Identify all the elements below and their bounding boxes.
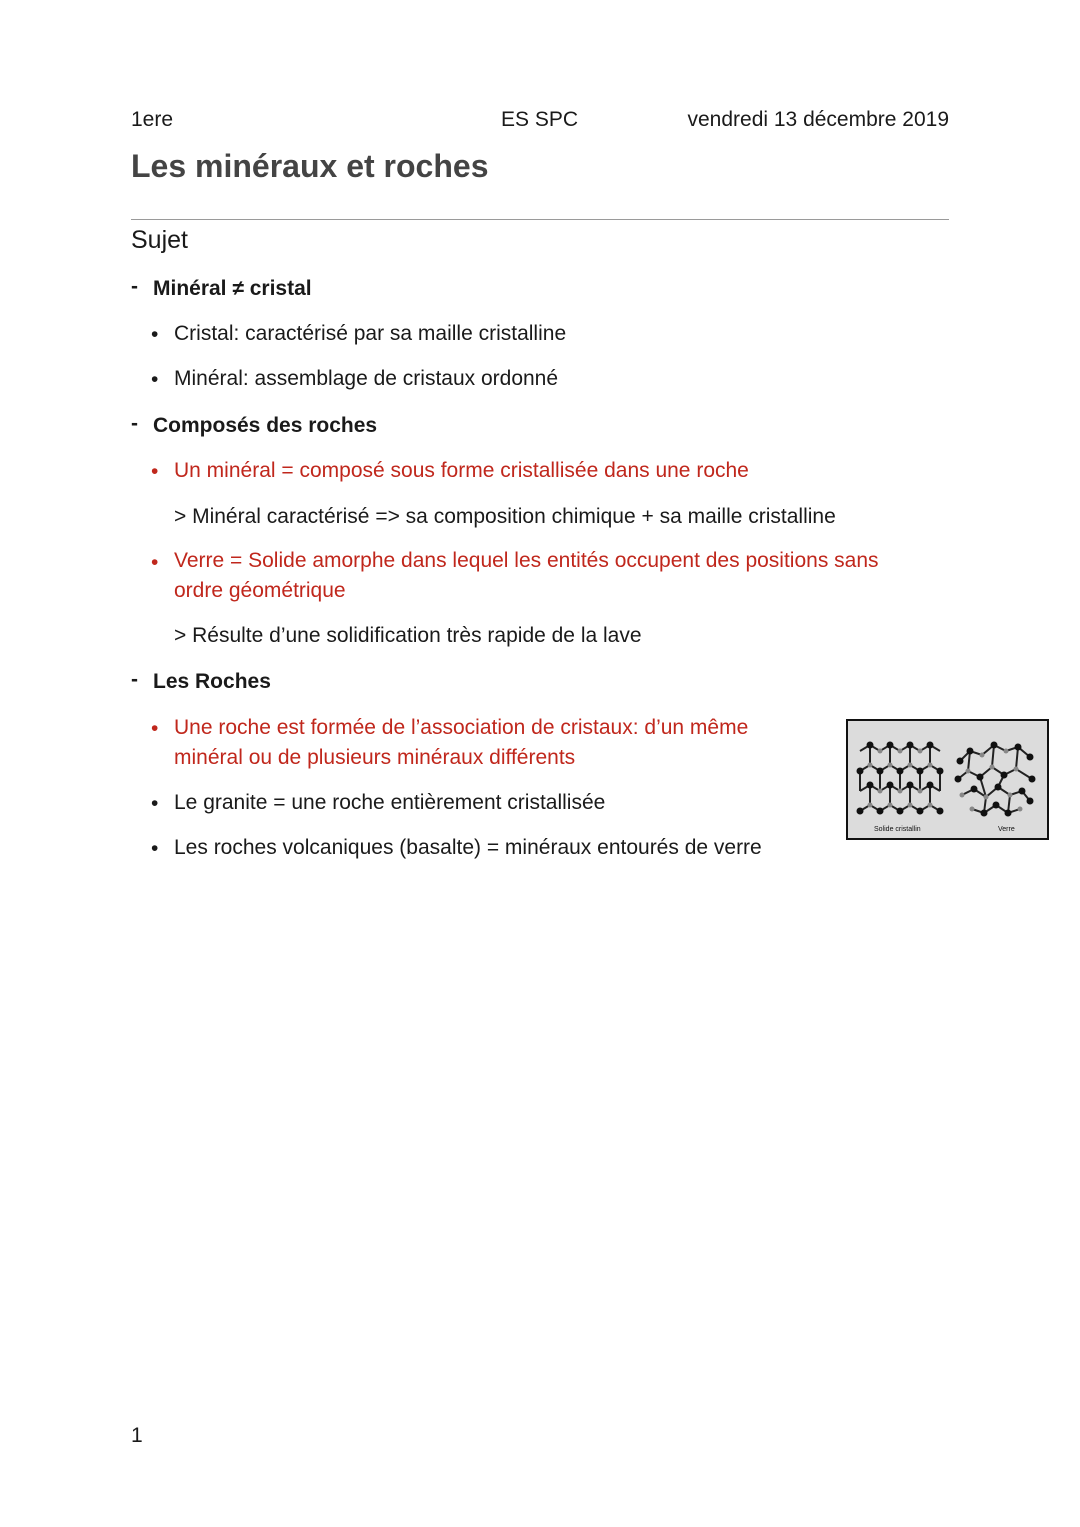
section-dash: - <box>131 275 138 298</box>
bullet: • <box>151 792 159 815</box>
section-dash: - <box>131 668 138 691</box>
list-item: Le granite = une roche entièrement cristallisée <box>174 791 606 814</box>
arrow-note: > Minéral caractérisé => sa composition chimique + sa maille cristalline <box>174 505 836 528</box>
bullet: • <box>151 837 159 860</box>
list-item-definition-line2: minéral ou de plusieurs minéraux différents <box>174 746 576 769</box>
list-item: Les roches volcaniques (basalte) = minéraux entourés de verre <box>174 836 762 859</box>
section-dash: - <box>131 412 138 435</box>
bullet: • <box>151 368 159 391</box>
section-title-mineral-cristal: Minéral ≠ cristal <box>153 277 312 300</box>
list-item-definition-line1: Une roche est formée de l’association de cristaux: d’un même <box>174 716 749 739</box>
figure-label-crystal: Solide cristallin <box>874 826 921 833</box>
page-number: 1 <box>131 1424 143 1447</box>
list-item-definition-line2: ordre géométrique <box>174 579 346 602</box>
bullet: • <box>151 460 159 483</box>
crystal-vs-glass-figure <box>846 719 1049 840</box>
title-divider <box>131 219 949 220</box>
bullet: • <box>151 323 159 346</box>
subject-heading: Sujet <box>131 226 188 254</box>
arrow-note: > Résulte d’une solidification très rapide de la lave <box>174 624 642 647</box>
bullet: • <box>151 551 159 574</box>
section-title-roches: Les Roches <box>153 670 271 693</box>
list-item: Cristal: caractérisé par sa maille cristalline <box>174 322 567 345</box>
list-item-definition: Un minéral = composé sous forme cristallisée dans une roche <box>174 459 749 482</box>
header-class: 1ere <box>131 108 174 131</box>
molecular-structure-diagram <box>848 721 1047 838</box>
page-title: Les minéraux et roches <box>131 148 489 184</box>
header-date: vendredi 13 décembre 2019 <box>687 108 949 131</box>
list-item-definition-line1: Verre = Solide amorphe dans lequel les entités occupent des positions sans <box>174 549 879 572</box>
header-subject: ES SPC <box>501 108 579 131</box>
section-title-composes: Composés des roches <box>153 414 378 437</box>
figure-label-glass: Verre <box>998 826 1015 833</box>
list-item: Minéral: assemblage de cristaux ordonné <box>174 367 559 390</box>
bullet: • <box>151 717 159 740</box>
